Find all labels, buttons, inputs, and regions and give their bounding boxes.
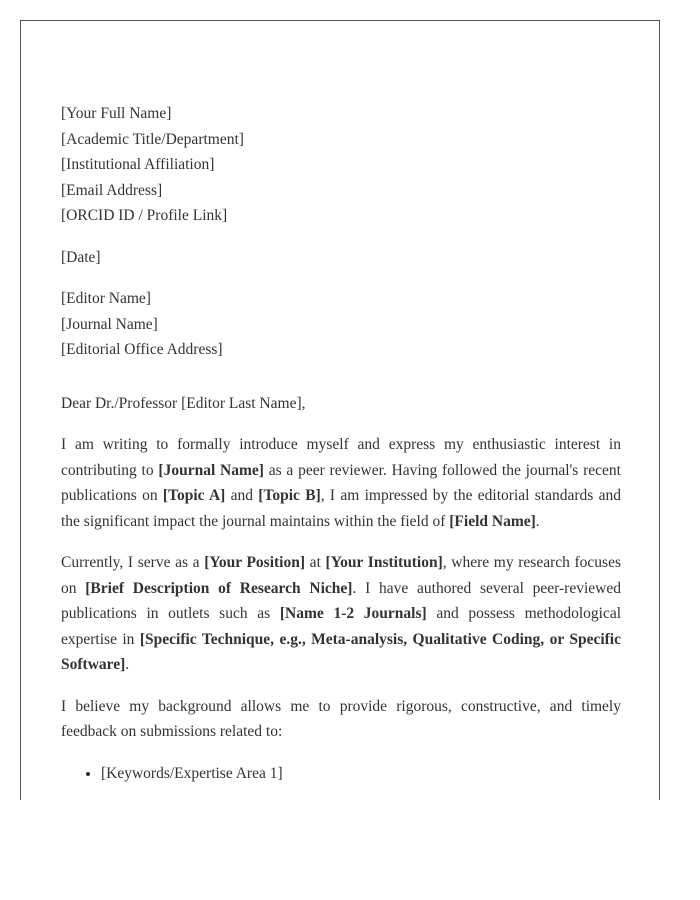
sender-title-department: [Academic Title/Department] xyxy=(61,130,244,148)
sender-block xyxy=(61,101,621,229)
para1-topic-a: [Topic A] xyxy=(162,487,226,504)
para2-text-4: . I have authored several peer-reviewed publications in outlets such as xyxy=(61,579,621,622)
sender-orcid: [ORCID ID / Profile Link] xyxy=(61,207,228,224)
letter-page xyxy=(20,20,660,800)
list-item: • [Keywords/Expertise Area 1] xyxy=(101,761,621,787)
para1-text-2: as a peer reviewer. Having followed the journal's recent publications on xyxy=(61,461,621,504)
para1-journal-name: [Journal Name] xyxy=(158,461,264,479)
para2-journals: [Name 1-2 Journals] xyxy=(279,605,427,622)
para2-institution: [Your Institution] xyxy=(325,554,443,571)
para2-technique: [Specific Technique, e.g., Meta-analysis, Qualitative Coding, or Specific Software] xyxy=(61,630,621,673)
para1-text-3: and xyxy=(225,487,259,504)
paragraph-introduction xyxy=(61,432,621,534)
para1-field-name: [Field Name] xyxy=(449,512,536,530)
salutation: Dear Dr./Professor [Editor Last Name], xyxy=(61,394,306,412)
para2-text-1: Currently, I serve as a xyxy=(61,554,205,571)
paragraph-feedback: I believe my background allows me to provide rigorous, constructive, and timely feedback on submissions related to: xyxy=(61,697,621,740)
para2-text-3: , where my research focuses on xyxy=(61,554,622,597)
keywords-list xyxy=(61,761,621,787)
para1-topic-b: [Topic B] xyxy=(258,487,321,504)
letter-body xyxy=(61,101,621,786)
recipient-journal-name: [Journal Name] xyxy=(61,315,158,333)
para2-research-niche: [Brief Description of Research Niche] xyxy=(85,579,353,597)
sender-affiliation: [Institutional Affiliation] xyxy=(61,156,215,173)
para2-text-6: . xyxy=(125,656,130,673)
para2-text-2: at xyxy=(305,554,326,571)
paragraph-background xyxy=(61,550,621,678)
recipient-editor-name: [Editor Name] xyxy=(61,290,151,307)
para1-text-5: . xyxy=(535,512,540,530)
para2-text-5: and possess methodological expertise in xyxy=(61,605,622,648)
sender-full-name: [Your Full Name] xyxy=(61,105,172,122)
letter-date: [Date] xyxy=(61,248,101,266)
para1-text-1: I am writing to formally introduce myself and express my enthusiastic interest in contributing to xyxy=(61,436,621,479)
para2-position: [Your Position] xyxy=(204,554,306,571)
recipient-office-address: [Editorial Office Address] xyxy=(61,341,223,358)
date-block xyxy=(61,245,621,271)
sender-email: [Email Address] xyxy=(61,181,163,199)
para1-text-4: , I am impressed by the editorial standards and the significant impact the journal maintains within the field of xyxy=(61,487,621,530)
recipient-block xyxy=(61,286,621,363)
